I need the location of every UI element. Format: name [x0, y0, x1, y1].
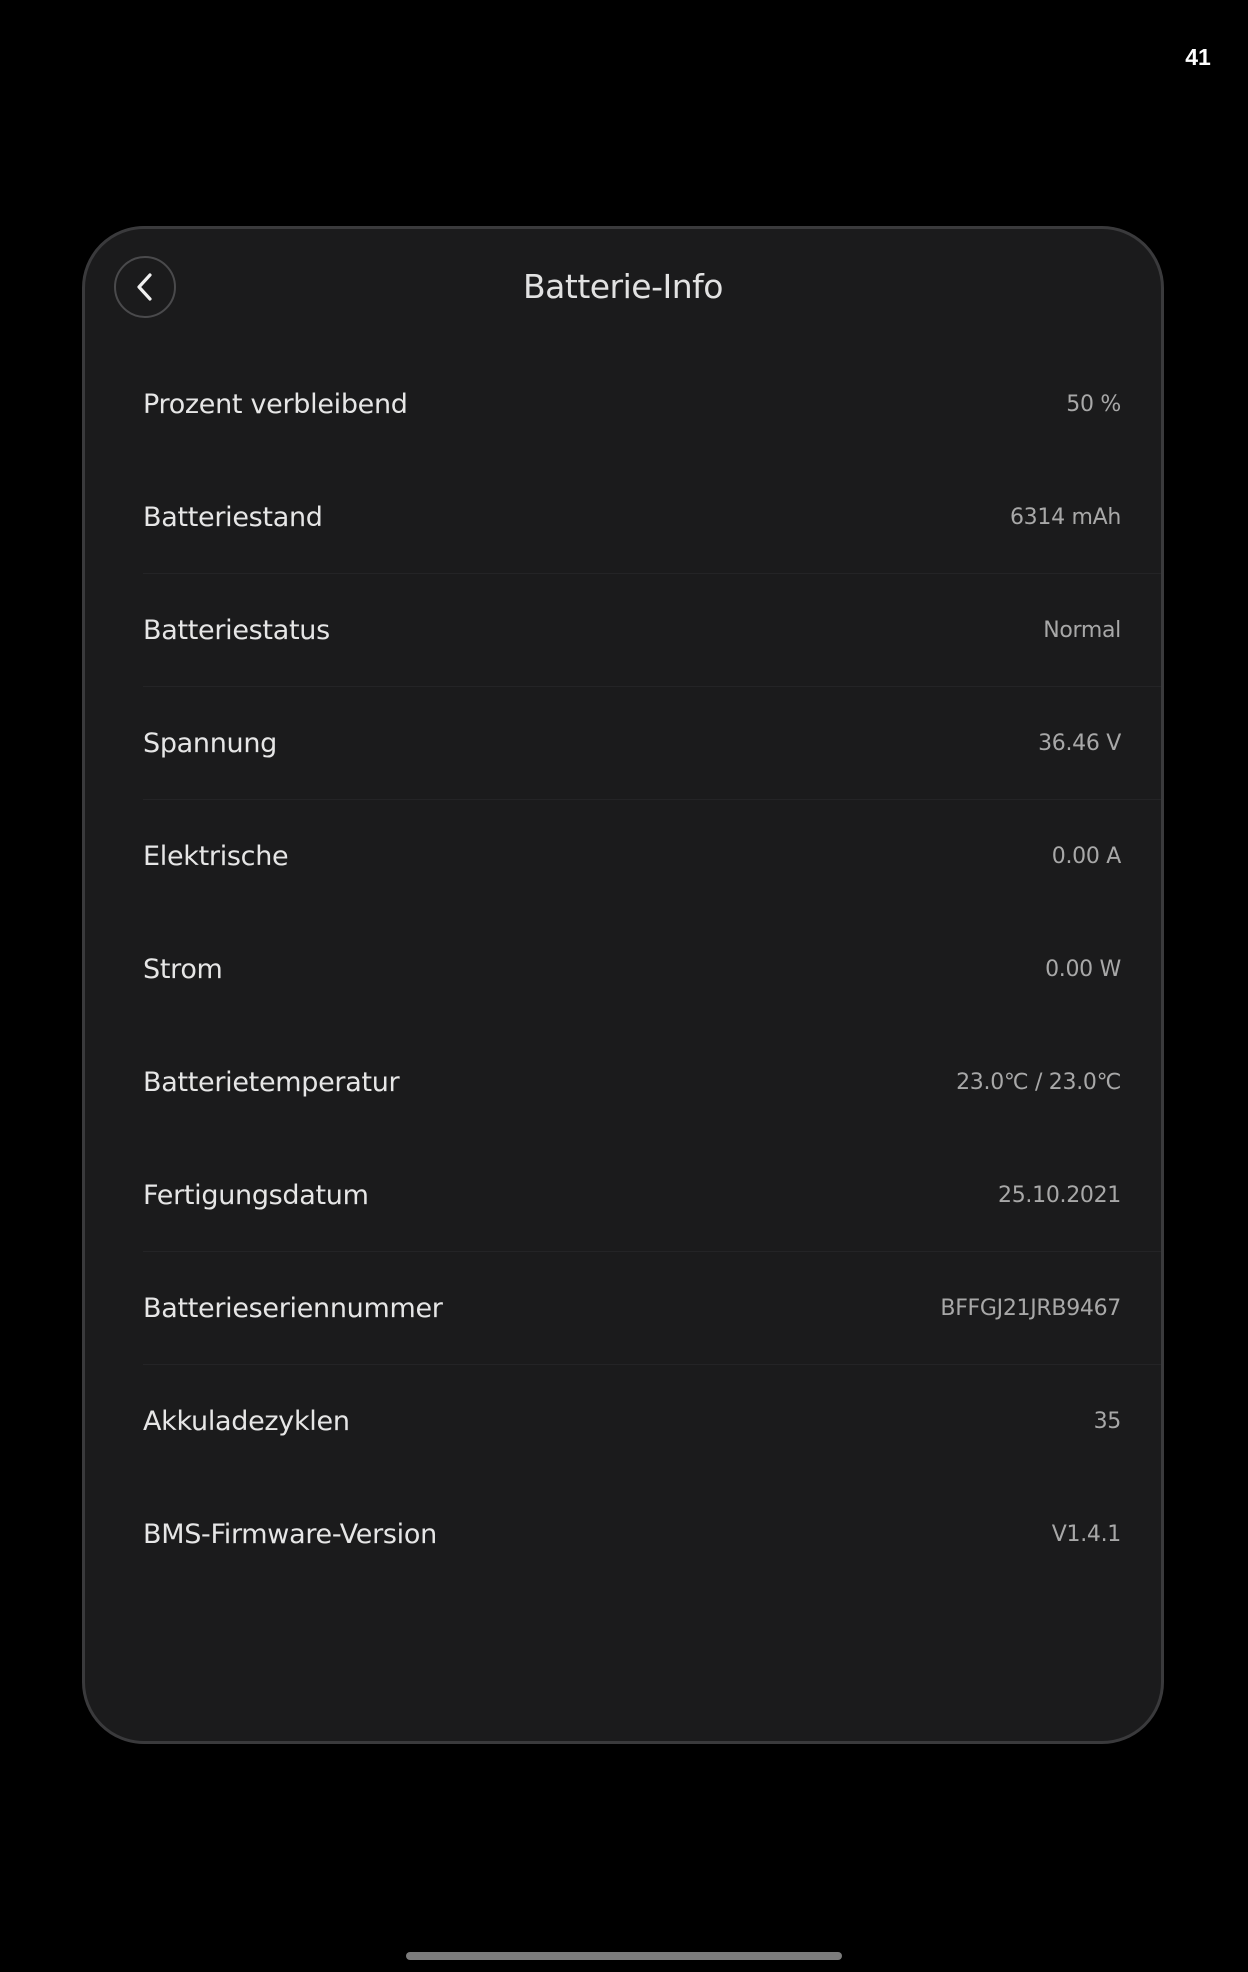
row-label: Elektrische [143, 841, 289, 872]
row-value: 23.0℃ / 23.0℃ [956, 1070, 1121, 1095]
row-battery-status [85, 574, 1161, 687]
row-voltage [85, 687, 1161, 800]
row-label: Spannung [143, 728, 278, 759]
page-title: Batterie-Info [523, 267, 723, 306]
row-label: Batteriestand [143, 502, 323, 533]
row-value: 6314 mAh [1009, 505, 1121, 530]
row-value: 0.00 A [1051, 844, 1121, 869]
row-battery-temperature [85, 1026, 1161, 1139]
row-value: 35 [1093, 1409, 1121, 1434]
row-value: 25.10.2021 [998, 1183, 1121, 1208]
row-label: Strom [143, 954, 223, 985]
battery-info-list [85, 348, 1161, 1591]
row-bms-firmware-version [85, 1478, 1161, 1591]
row-serial-number [85, 1252, 1161, 1365]
home-indicator[interactable] [406, 1952, 842, 1960]
row-current [85, 800, 1161, 913]
row-label: Batterietemperatur [143, 1067, 400, 1098]
row-label: BMS-Firmware-Version [143, 1519, 437, 1550]
row-value: BFFGJ21JRB9467 [940, 1296, 1121, 1321]
row-value: 36.46 V [1038, 731, 1121, 756]
row-battery-level [85, 461, 1161, 574]
row-manufacture-date [85, 1139, 1161, 1252]
status-bar-number: 41 [1185, 44, 1211, 70]
row-value: 0.00 W [1045, 957, 1121, 982]
battery-info-panel [82, 226, 1164, 1744]
row-label: Prozent verbleibend [143, 389, 408, 420]
row-label: Batterieseriennummer [143, 1293, 443, 1324]
row-charge-cycles [85, 1365, 1161, 1478]
row-power [85, 913, 1161, 1026]
row-value: Normal [1043, 618, 1121, 643]
row-label: Akkuladezyklen [143, 1406, 350, 1437]
row-label: Batteriestatus [143, 615, 330, 646]
row-value: V1.4.1 [1051, 1522, 1121, 1547]
row-value: 50 % [1066, 392, 1121, 417]
row-percent-remaining [85, 348, 1161, 461]
row-label: Fertigungsdatum [143, 1180, 369, 1211]
